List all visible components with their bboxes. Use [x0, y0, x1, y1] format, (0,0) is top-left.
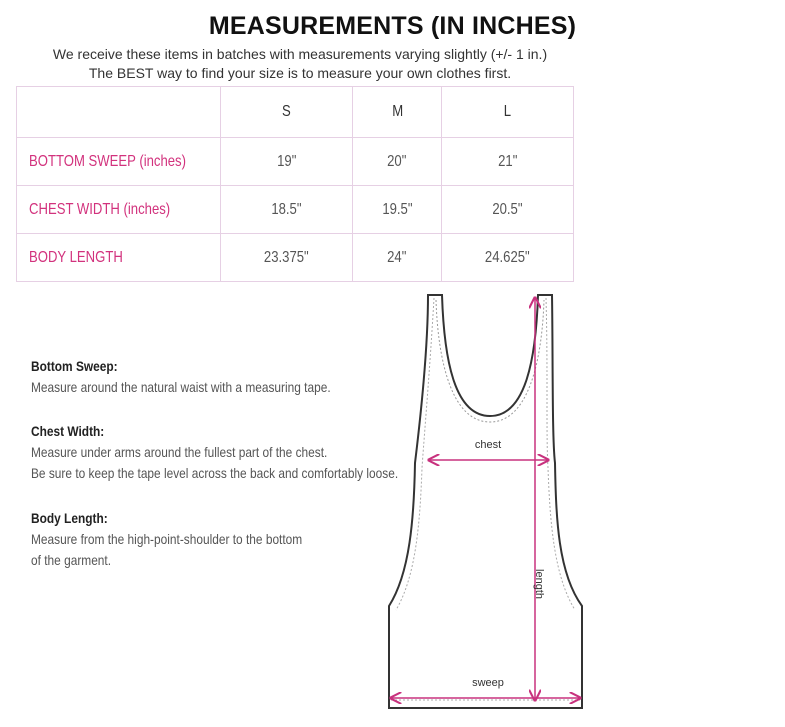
instruction-text: Be sure to keep the tape level across the back and comfortably loose.: [31, 465, 399, 481]
table-header-size-m: M: [352, 87, 441, 138]
instruction-text: Measure under arms around the fullest part of the chest.: [31, 444, 328, 460]
table-header-size-l: L: [442, 87, 574, 138]
table-row: [17, 186, 574, 234]
table-row: [17, 138, 574, 186]
length-label: length: [533, 569, 545, 599]
table-cell: 19": [221, 138, 353, 186]
sweep-label: sweep: [472, 677, 504, 689]
table-cell: 23.375": [221, 234, 353, 282]
table-row: [17, 234, 574, 282]
page-title: MEASUREMENTS (IN INCHES): [208, 12, 577, 40]
instruction-heading: Chest Width:: [31, 423, 105, 439]
chest-label: chest: [474, 439, 502, 451]
tank-top-diagram: [370, 288, 610, 724]
table-cell: 24": [352, 234, 441, 282]
size-chart-table: [16, 86, 574, 282]
table-cell: 21": [442, 138, 574, 186]
row-label-chest-width: CHEST WIDTH (inches): [17, 186, 221, 234]
table-cell: 19.5": [352, 186, 441, 234]
instruction-text: of the garment.: [31, 552, 112, 568]
table-cell: 20.5": [442, 186, 574, 234]
table-cell: 18.5": [221, 186, 353, 234]
instruction-text: Measure from the high-point-shoulder to the bottom: [31, 531, 303, 547]
row-label-body-length: BODY LENGTH: [17, 234, 221, 282]
instruction-heading: Bottom Sweep:: [31, 358, 118, 374]
instruction-text: Measure around the natural waist with a measuring tape.: [31, 379, 331, 395]
table-cell: 20": [352, 138, 441, 186]
instruction-body-length: [31, 508, 350, 571]
subtitle-line-2: The BEST way to find your size is to measure your own clothes first.: [88, 65, 512, 81]
table-cell: 24.625": [442, 234, 574, 282]
table-header-corner: [17, 87, 221, 138]
garment-outline: [389, 295, 582, 708]
subtitle-line-1: We receive these items in batches with measurements varying slightly (+/- 1 in.): [52, 46, 548, 62]
table-header-size-s: S: [221, 87, 353, 138]
row-label-bottom-sweep: BOTTOM SWEEP (inches): [17, 138, 221, 186]
instruction-heading: Body Length:: [31, 510, 108, 526]
table-header-row: [17, 87, 574, 138]
instruction-bottom-sweep: [31, 356, 384, 398]
